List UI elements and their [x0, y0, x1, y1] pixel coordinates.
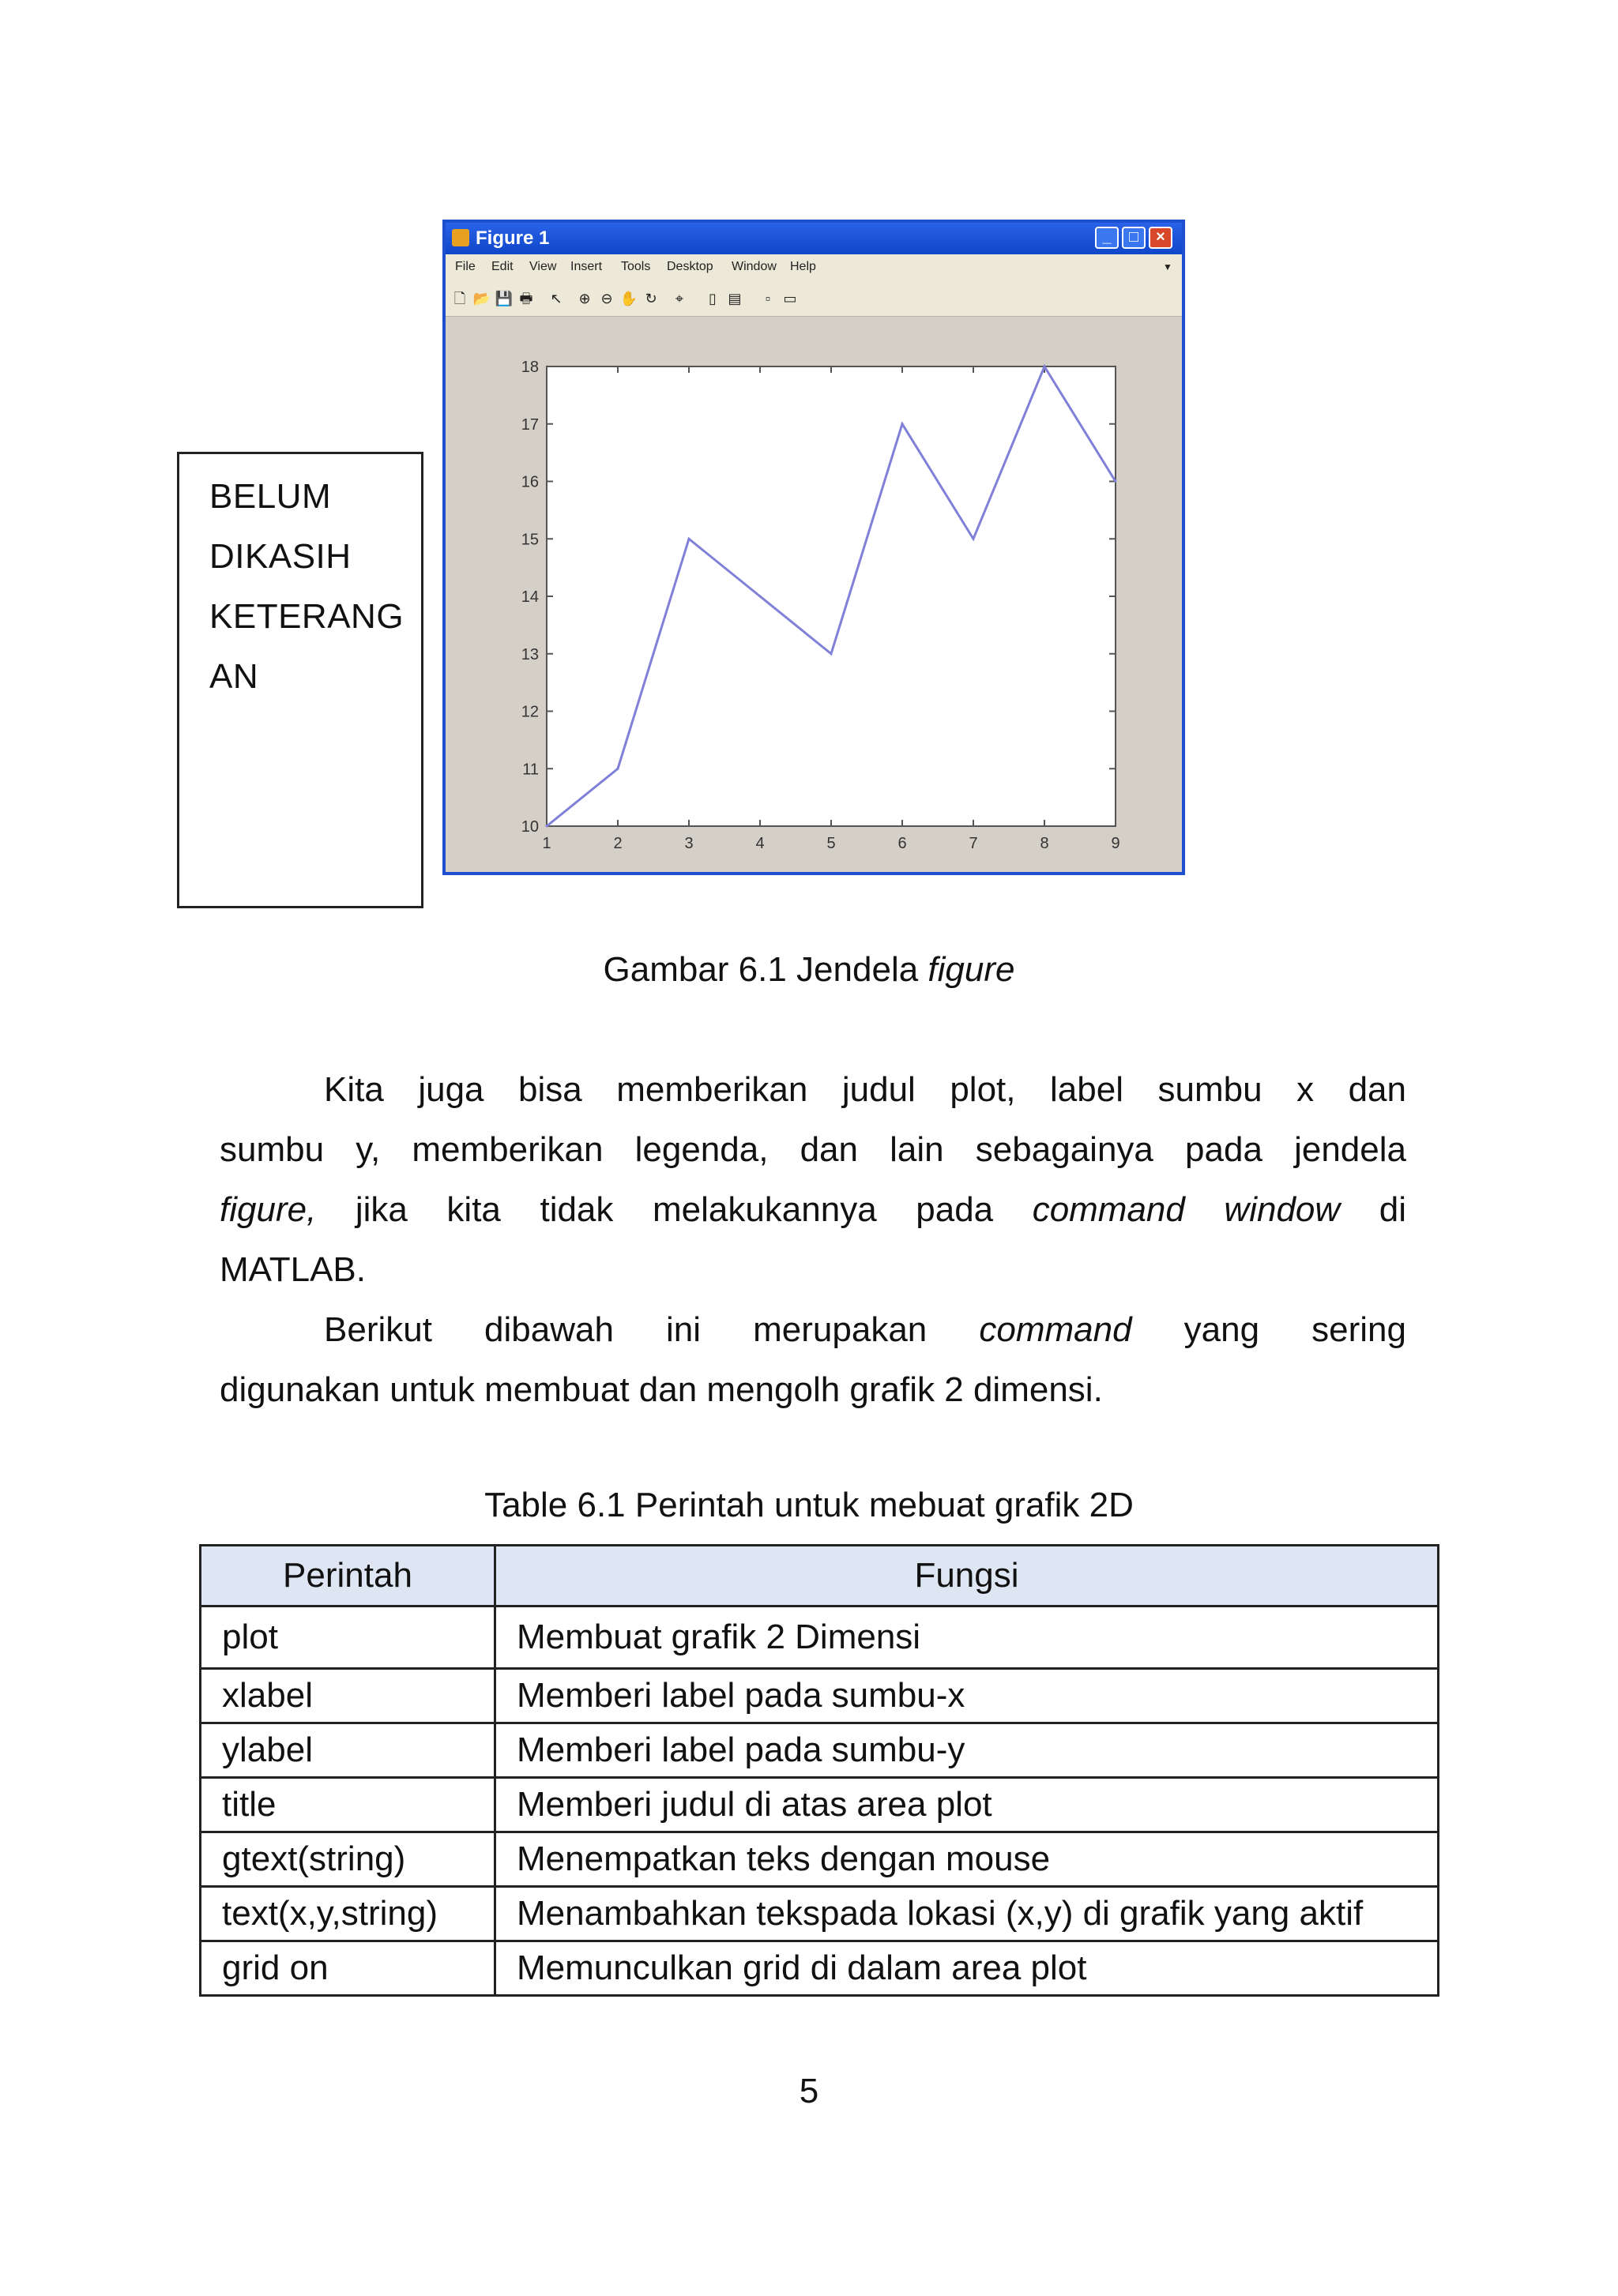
- open-icon[interactable]: 📂: [472, 291, 491, 306]
- save-icon[interactable]: 💾: [495, 291, 514, 306]
- y-tick-label: 12: [521, 703, 539, 721]
- table-row: [201, 1723, 1439, 1778]
- show-plot-tools-icon[interactable]: ▭: [783, 291, 797, 306]
- data-point: [973, 538, 975, 540]
- y-tick-label: 16: [521, 473, 539, 491]
- figure-window: [442, 220, 1185, 875]
- x-tick-label: 3: [684, 835, 694, 852]
- x-tick-label: 2: [613, 835, 623, 852]
- annotation-box: [177, 452, 423, 908]
- data-point: [617, 768, 619, 770]
- paragraph-line: Kita juga bisa memberikan judul plot, label sumbu x dan: [324, 1070, 1406, 1109]
- table-cell: Menambahkan tekspada lokasi (x,y) di grafik yang aktif: [495, 1887, 1439, 1941]
- paragraph-line: sumbu y, memberikan legenda, dan lain sebagainya pada jendela: [220, 1130, 1406, 1169]
- close-button[interactable]: ×: [1149, 227, 1172, 249]
- table-row: [201, 1778, 1439, 1832]
- table-cell: ylabel: [201, 1723, 495, 1778]
- maximize-button[interactable]: □: [1122, 227, 1146, 249]
- paragraph-text: jika kita tidak melakukannya pada: [316, 1190, 1033, 1229]
- header-perintah: Perintah: [201, 1546, 495, 1606]
- x-tick-label: 8: [1040, 835, 1049, 852]
- table-row: [201, 1941, 1439, 1996]
- emphasis-command: command: [979, 1310, 1132, 1349]
- paragraph-text: yang sering: [1131, 1310, 1406, 1349]
- caption-text: Gambar 6.1 Jendela: [603, 950, 928, 989]
- data-cursor-icon[interactable]: ⌖: [675, 291, 684, 306]
- table-row: [201, 1606, 1439, 1669]
- table-cell: grid on: [201, 1941, 495, 1996]
- table-row: [201, 1832, 1439, 1887]
- menu-desktop[interactable]: Desktop: [667, 260, 713, 273]
- annotation-line: DIKASIH: [209, 537, 352, 576]
- table-caption: Table 6.1 Perintah untuk mebuat grafik 2D: [484, 1486, 1134, 1524]
- print-icon[interactable]: 🖶: [519, 291, 533, 306]
- page-number: 5: [799, 2072, 819, 2110]
- paragraph-line: [324, 1300, 1406, 1360]
- data-point: [1115, 480, 1117, 483]
- legend-icon[interactable]: ▤: [728, 291, 742, 306]
- table-cell: Memberi label pada sumbu-x: [495, 1669, 1439, 1723]
- x-tick-label: 6: [897, 835, 907, 852]
- table-row: [201, 1887, 1439, 1941]
- pointer-icon[interactable]: ↖: [550, 291, 563, 306]
- y-tick-label: 13: [521, 645, 539, 663]
- x-tick-label: 7: [969, 835, 978, 852]
- table-cell: Memberi judul di atas area plot: [495, 1778, 1439, 1832]
- table-cell: plot: [201, 1606, 495, 1669]
- menu-file[interactable]: File: [455, 260, 476, 273]
- line-chart: [446, 316, 1182, 872]
- menu-view[interactable]: View: [529, 260, 557, 273]
- x-tick-label: 1: [542, 835, 551, 852]
- menu-tools[interactable]: Tools: [621, 260, 651, 273]
- menu-insert[interactable]: Insert: [570, 260, 603, 273]
- emphasis-figure: figure,: [220, 1190, 317, 1229]
- table-cell: title: [201, 1778, 495, 1832]
- x-tick-label: 9: [1111, 835, 1120, 852]
- data-point: [759, 596, 762, 598]
- table-cell: gtext(string): [201, 1832, 495, 1887]
- rotate-icon[interactable]: ↻: [645, 291, 657, 306]
- menu-help[interactable]: Help: [790, 260, 816, 273]
- table-cell: Memberi label pada sumbu-y: [495, 1723, 1439, 1778]
- table-header-row: [201, 1546, 1439, 1606]
- header-fungsi: Fungsi: [495, 1546, 1439, 1606]
- title-bar[interactable]: [446, 223, 1182, 254]
- table-cell: text(x,y,string): [201, 1887, 495, 1941]
- colorbar-icon[interactable]: ▯: [709, 291, 717, 306]
- y-tick-label: 15: [521, 531, 539, 549]
- y-tick-label: 10: [521, 818, 539, 836]
- table-cell: Menempatkan teks dengan mouse: [495, 1832, 1439, 1887]
- table-cell: Memunculkan grid di dalam area plot: [495, 1941, 1439, 1996]
- menu-dock-arrow-icon[interactable]: ▼: [1163, 261, 1172, 272]
- paragraph-text: Berikut dibawah ini merupakan: [324, 1310, 980, 1349]
- pan-icon[interactable]: ✋: [619, 291, 638, 306]
- annotation-line: KETERANG: [209, 597, 404, 636]
- command-table: [199, 1544, 1439, 1997]
- table-cell: Membuat grafik 2 Dimensi: [495, 1606, 1439, 1669]
- data-point: [901, 423, 904, 425]
- figure-caption: [0, 940, 1618, 1000]
- menu-window[interactable]: Window: [732, 260, 777, 273]
- minimize-button[interactable]: _: [1095, 227, 1119, 249]
- data-point: [1044, 366, 1046, 368]
- paragraph-line: [220, 1180, 1406, 1240]
- hide-plot-tools-icon[interactable]: ▫: [765, 291, 771, 306]
- menu-edit[interactable]: Edit: [491, 260, 514, 273]
- emphasis-command-window: command window: [1032, 1190, 1341, 1229]
- data-point: [546, 825, 548, 828]
- zoom-in-icon[interactable]: ⊕: [578, 291, 591, 306]
- paragraph-line: MATLAB.: [220, 1250, 367, 1289]
- axes-box: [547, 366, 1116, 826]
- zoom-out-icon[interactable]: ⊖: [600, 291, 613, 306]
- paragraph-text: di: [1340, 1190, 1406, 1229]
- data-point: [830, 652, 833, 655]
- annotation-line: AN: [209, 657, 259, 696]
- paragraph-line: digunakan untuk membuat dan mengolh grafik 2 dimensi.: [220, 1370, 1103, 1409]
- y-tick-label: 14: [521, 588, 539, 606]
- y-tick-label: 18: [521, 359, 539, 376]
- annotation-line: BELUM: [209, 477, 332, 516]
- menu-bar: [446, 254, 1182, 281]
- caption-emphasis: figure: [928, 950, 1015, 989]
- table-cell: xlabel: [201, 1669, 495, 1723]
- matlab-figure-icon: [452, 229, 469, 246]
- table-row: [201, 1669, 1439, 1723]
- window-title: Figure 1: [476, 227, 550, 249]
- plot-area: [446, 316, 1182, 872]
- x-tick-label: 4: [755, 835, 765, 852]
- y-tick-label: 11: [522, 761, 539, 779]
- toolbar: [446, 281, 1182, 317]
- new-file-icon[interactable]: 🗋: [453, 291, 466, 306]
- y-tick-label: 17: [521, 415, 539, 434]
- data-point: [688, 538, 690, 540]
- x-tick-label: 5: [826, 835, 836, 852]
